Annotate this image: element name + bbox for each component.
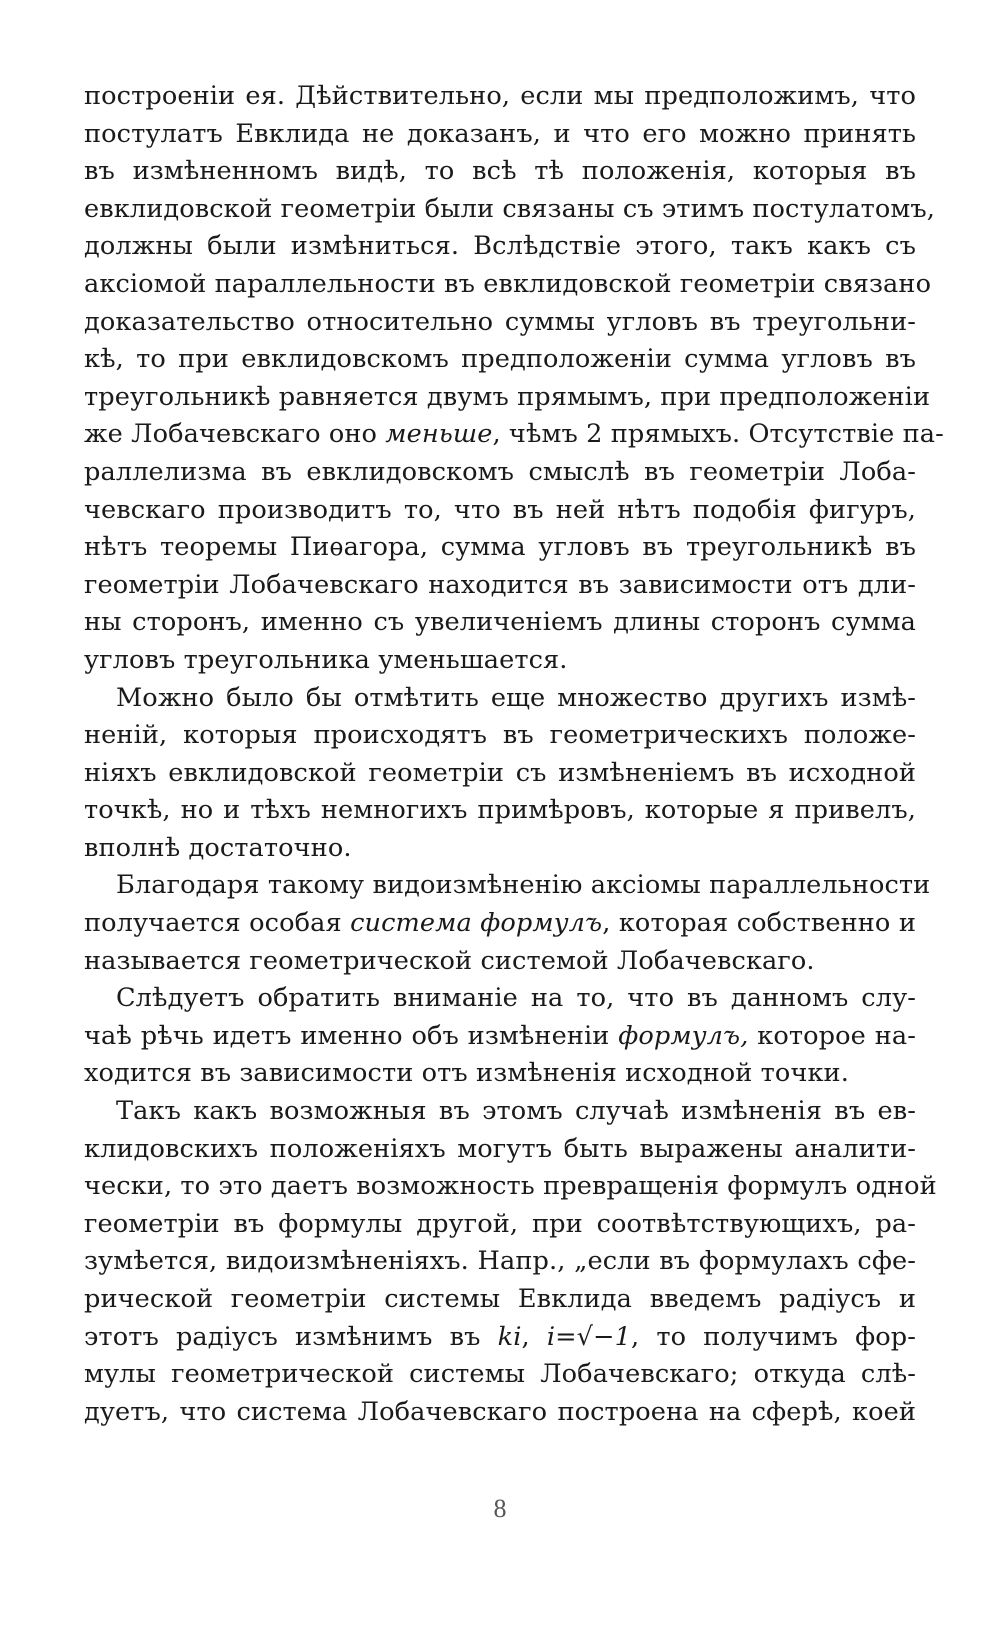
document-body bbox=[84, 78, 944, 1431]
text-line: должны были измѣниться. Вслѣдствіе этого, такъ какъ съ bbox=[84, 231, 916, 262]
text-line: Такъ какъ возможныя въ этомъ случаѣ измѣненія въ ев- bbox=[116, 1096, 916, 1127]
paragraph-1 bbox=[84, 78, 944, 680]
text-line: кѣ, то при евклидовскомъ предположеніи сумма угловъ въ bbox=[84, 344, 916, 375]
text-line: постулатъ Евклида не доказанъ, и что его можно принять bbox=[84, 118, 916, 149]
text-line: клидовскихъ положеніяхъ могутъ быть выражены аналити- bbox=[84, 1133, 916, 1164]
text-line: угловъ треугольника уменьшается. bbox=[84, 644, 568, 675]
text-line: ходится въ зависимости отъ измѣненія исходной точки. bbox=[84, 1058, 849, 1089]
text-line: чевскаго производитъ то, что въ ней нѣтъ подобія фигуръ, bbox=[84, 494, 916, 525]
text-line: геометріи Лобачевскаго находится въ зависимости отъ дли- bbox=[84, 569, 916, 600]
text-line: нѣтъ теоремы Пиѳагора, сумма угловъ въ треугольникѣ въ bbox=[84, 532, 916, 563]
text-line: Можно было бы отмѣтить еще множество другихъ измѣ- bbox=[116, 682, 916, 713]
text-line: зумѣется, видоизмѣненіяхъ. Напр., „если въ формулахъ сфе- bbox=[84, 1246, 916, 1277]
text-line: въ измѣненномъ видѣ, то всѣ тѣ положенія, которыя въ bbox=[84, 156, 916, 187]
paragraph-2 bbox=[84, 680, 916, 868]
text-line: раллелизма въ евклидовскомъ смыслѣ въ геометріи Лоба- bbox=[84, 456, 916, 487]
text-line: ніяхъ евклидовской геометріи съ измѣненіемъ въ исходной bbox=[84, 757, 916, 788]
text-line: чаѣ рѣчь идетъ именно объ измѣненіи формулъ, которое на- bbox=[84, 1020, 916, 1051]
text-line: вполнѣ достаточно. bbox=[84, 832, 352, 863]
text-line: ны сторонъ, именно съ увеличеніемъ длины сторонъ сумма bbox=[84, 607, 916, 638]
text-line: чески, то это даетъ возможность превращенія формулъ одной bbox=[84, 1171, 937, 1202]
text-line: построеніи ея. Дѣйствительно, если мы предположимъ, что bbox=[84, 81, 916, 111]
text-line: доказательство относительно суммы угловъ въ треугольни- bbox=[84, 306, 916, 337]
page-number: 8 bbox=[493, 1494, 507, 1523]
text-line: аксіомой параллельности въ евклидовской геометріи связано bbox=[84, 268, 932, 299]
text-line: рической геометріи системы Евклида введемъ радіусъ и bbox=[84, 1284, 916, 1314]
text-line: мулы геометрической системы Лобачевскаго; откуда слѣ- bbox=[84, 1359, 916, 1390]
text-line: треугольникѣ равняется двумъ прямымъ, при предположеніи bbox=[84, 381, 931, 412]
text-line: точкѣ, но и тѣхъ немногихъ примѣровъ, которые я привелъ, bbox=[84, 795, 916, 826]
paragraph-5 bbox=[84, 1093, 937, 1431]
text-line: геометріи въ формулы другой, при соотвѣтствующихъ, ра- bbox=[84, 1208, 916, 1239]
paragraph-4 bbox=[84, 980, 916, 1093]
text-line: же Лобачевскаго оно меньше, чѣмъ 2 прямыхъ. Отсутствіе па- bbox=[84, 419, 944, 450]
text-line: получается особая система формулъ, которая собственно и bbox=[84, 908, 916, 939]
paragraph-3 bbox=[84, 867, 931, 980]
text-line: евклидовской геометріи были связаны съ этимъ постулатомъ, bbox=[84, 193, 935, 224]
text-line: дуетъ, что система Лобачевскаго построена на сферѣ, коей bbox=[84, 1396, 916, 1427]
text-line: Слѣдуетъ обратить вниманіе на то, что въ данномъ слу- bbox=[116, 983, 916, 1014]
text-line: называется геометрической системой Лобачевскаго. bbox=[84, 945, 815, 976]
text-line: неній, которыя происходятъ въ геометрическихъ положе- bbox=[84, 720, 916, 751]
text-line: Благодаря такому видоизмѣненію аксіомы параллельности bbox=[116, 870, 931, 901]
text-line: этотъ радіусъ измѣнимъ въ ki, i=√−1, то получимъ фор- bbox=[84, 1321, 916, 1352]
